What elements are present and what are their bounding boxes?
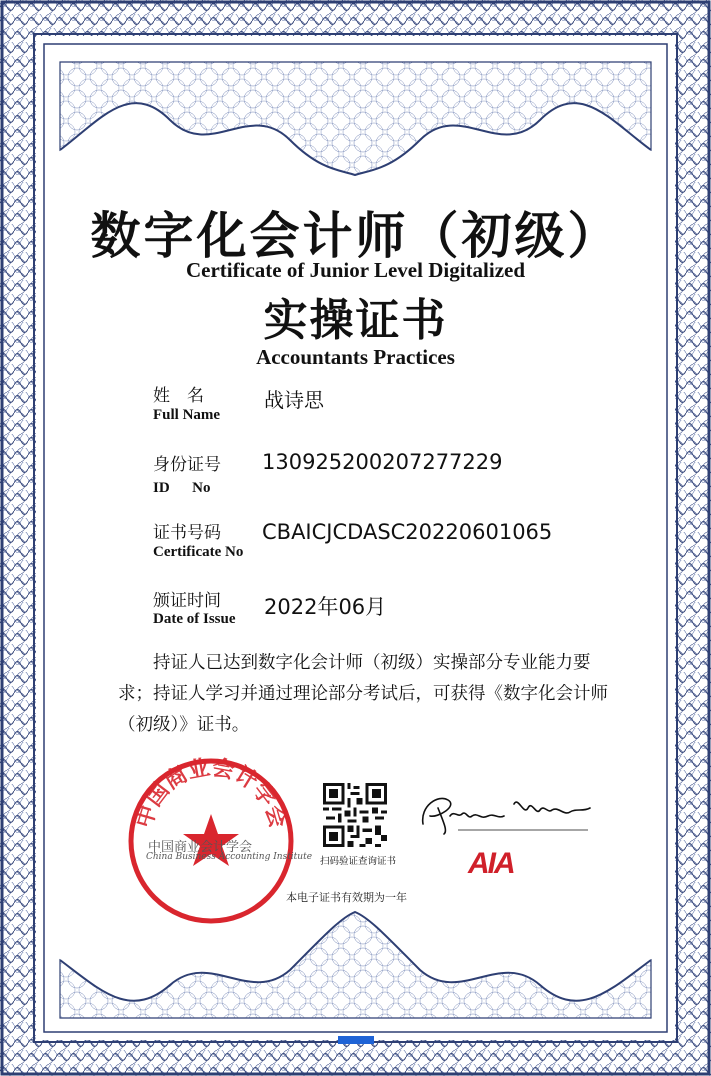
issue-date-label-en: Date of Issue	[153, 611, 236, 627]
seal-caption-cn: 中国商业会计学会	[148, 840, 253, 855]
issue-date-label-cn: 颁证时间	[153, 591, 221, 611]
certificate-title-cn: 数字化会计师（初级）	[90, 207, 621, 265]
verification-qr-code[interactable]	[323, 783, 387, 847]
cert-no-label-en: Certificate No	[153, 544, 244, 560]
certificate-subtitle-cn: 实操证书	[263, 295, 448, 346]
issue-date-value: 2022年06月	[264, 595, 387, 619]
validity-note: 本电子证书有效期为一年	[286, 891, 407, 904]
certificate-subtitle-en: Accountants Practices	[256, 345, 455, 369]
signature-text	[418, 786, 419, 787]
id-value: 130925200207277229	[262, 450, 503, 474]
aia-logo: AIA	[468, 847, 514, 880]
seal-caption-en: China Business Accounting Institute	[146, 852, 313, 862]
qr-caption: 扫码验证查询证书	[320, 856, 397, 867]
cert-no-label-cn: 证书号码	[153, 523, 221, 543]
id-label-en: ID No	[153, 480, 211, 496]
name-label-cn: 姓 名	[153, 386, 204, 406]
seal-text: 中国商业会计学会	[132, 756, 290, 831]
id-label-cn: 身份证号	[153, 455, 221, 475]
cert-no-value: CBAICJCDASC20220601065	[262, 520, 553, 544]
name-label-en: Full Name	[153, 407, 221, 423]
certificate-title-en-line1: Certificate of Junior Level Digitalized	[185, 258, 526, 282]
certificate-statement: 持证人已达到数字化会计师（初级）实操部分专业能力要求；持证人学习并通过理论部分考试后，可获得《数字化会计师（初级）》证书。	[118, 653, 608, 735]
signature	[418, 786, 598, 836]
name-value: 战诗思	[264, 388, 324, 412]
scroll-indicator	[338, 1036, 374, 1044]
